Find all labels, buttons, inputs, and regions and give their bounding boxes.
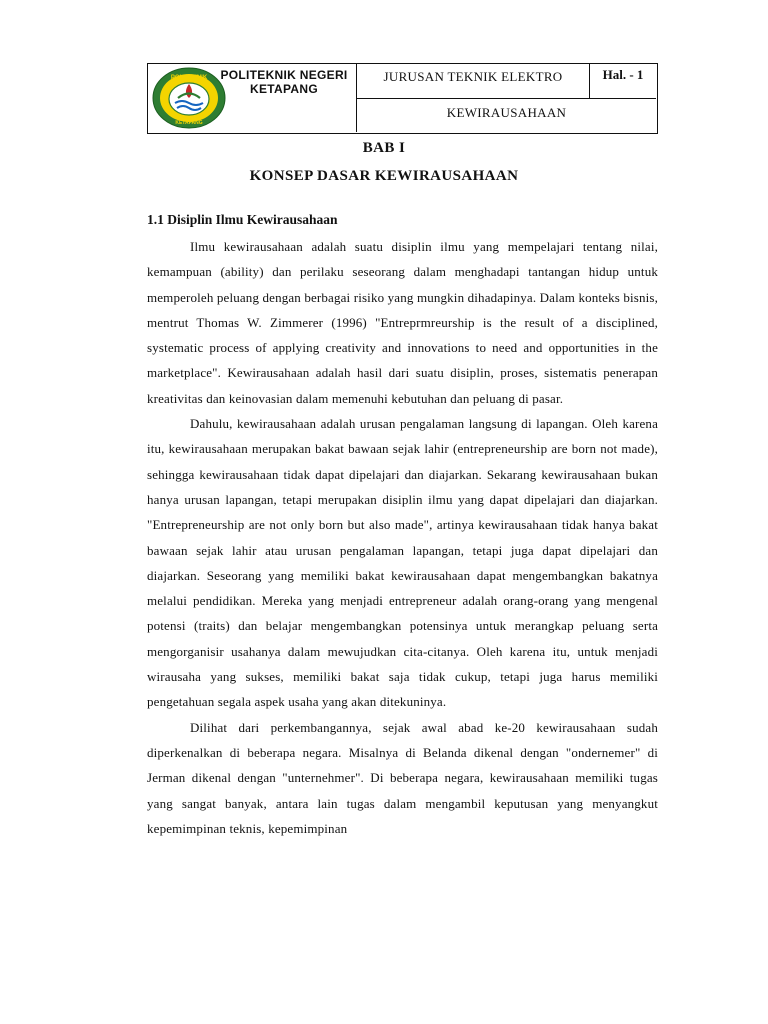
chapter-number: BAB I xyxy=(362,140,406,156)
paragraph: Dahulu, kewirausahaan adalah urusan pengalaman langsung di lapangan. Oleh karena itu, kewirausahaan merupakan bakat bawaan sejak lahir (entrepreneurship are born not made), sehingga kewirausahaan tidak dapat dipelajari dan diajarkan. Sekarang kewirausahaan bukan hanya urusan lapangan, tetapi merupakan disiplin ilmu yang dapat dipelajari dan diajarkan. "Entrepreneurship are not only born but also made", artinya kewirausahaan tidak hanya bakat bawaan sejak lahir atau urusan pengalaman lapangan, tetapi juga dapat dipelajari dan diajarkan. Seseorang yang memiliki bakat kewirausahaan dapat mengembangkan bakatnya melalui pendidikan. Mereka yang menjadi entrepreneur adalah orang-orang yang mengenal potensi (traits) dan belajar mengembangkan potensinya untuk merangkap peluang serta mengorganisir usahanya dalam mewujudkan cita-citanya. Oleh karena itu, untuk menjadi wirausaha yang sukses, memiliki bakat saja tidak cukup, tetapi juga harus memiliki pengetahuan segala aspek usaha yang akan ditekuninya. xyxy=(147,416,658,710)
header-logo-cell xyxy=(148,64,357,132)
chapter-title: KONSEP DASAR KEWIRAUSAHAAN xyxy=(249,168,519,184)
document-header xyxy=(147,63,658,134)
logo-seal-bottom: KETAPANG xyxy=(175,120,203,126)
department-name: JURUSAN TEKNIK ELEKTRO xyxy=(357,64,590,99)
page-number: Hal. - 1 xyxy=(590,64,656,99)
logo-seal-top: POLITEKNIK xyxy=(170,75,208,81)
body-text xyxy=(147,234,658,841)
institution-name: POLITEKNIK NEGERI KETAPANG xyxy=(220,68,348,96)
paragraph: Ilmu kewirausahaan adalah suatu disiplin ilmu yang mempelajari tentang nilai, kemampuan (ability) dan perilaku seseorang dalam menghadapi tantangan hidup untuk memperoleh peluang dengan berbagai risiko yang mungkin dihadapinya. Dalam konteks bisnis, mentrut Thomas W. Zimmerer (1996) "Entreprmreurship is the result of a disciplined, systematic process of applying creativity and innovations to need and opportunities in the marketplace". Kewirausahaan adalah hasil dari suatu disiplin, proses, sistematis penerapan kreativitas dan keinovasian dalam memenuhi kebutuhan dan peluang di pasar. xyxy=(147,239,658,406)
section-heading: 1.1 Disiplin Ilmu Kewirausahaan xyxy=(147,212,338,227)
institution-logo xyxy=(151,67,227,129)
subject-name: KEWIRAUSAHAAN xyxy=(446,105,567,120)
paragraph: Dilihat dari perkembangannya, sejak awal abad ke-20 kewirausahaan sudah diperkenalkan di beberapa negara. Misalnya di Belanda dikenal dengan "ondernemer" di Jerman dikenal dengan "unternehmer". Di beberapa negara, kewirausahaan memiliki tugas yang sangat banyak, antara lain tugas dalam mengambil keputusan yang menyangkut kepemimpinan teknis, kepemimpinan xyxy=(147,719,658,836)
